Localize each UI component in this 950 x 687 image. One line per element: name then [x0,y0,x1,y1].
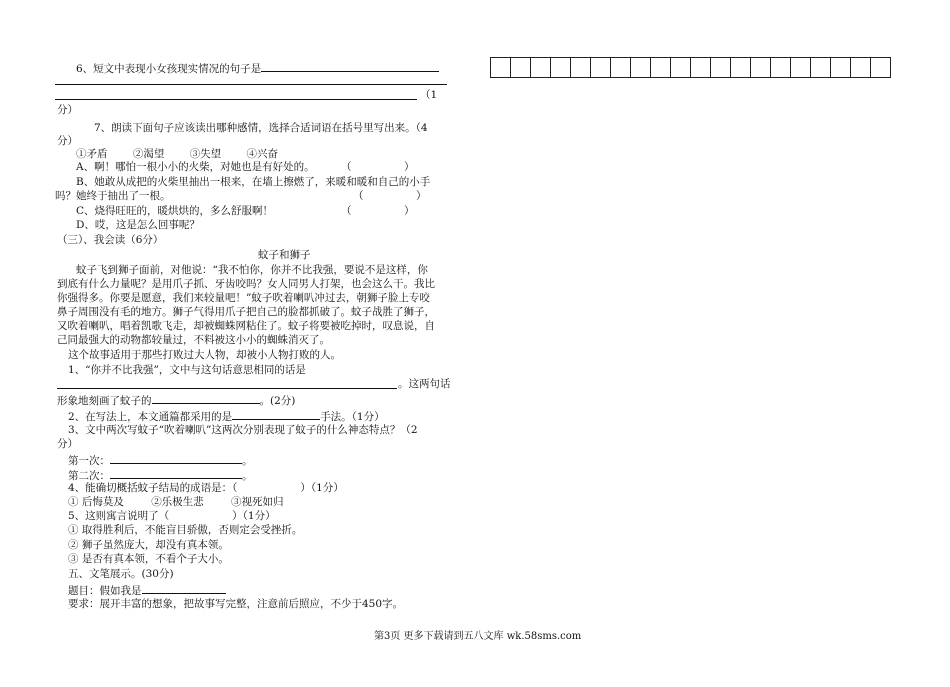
story-line: 你强得多。你要是愿意，我们来较量吧！”蚊子吹着喇叭冲过去，朝狮子脸上专咬 [57,292,430,304]
q7-item-c-answer[interactable]: （ ） [341,205,415,217]
q4-option-1: ① 后悔莫及 [68,496,124,508]
q7-item-b: B、她敢从成把的火柴里抽出一根来，在墙上擦燃了，来暖和暖和自己的小手 [76,176,431,188]
q3-first-label: 第一次： [68,455,110,467]
q7-item-b-cont: 吗？她终于抽出了一根。 [55,190,171,202]
q7-item-a: A、啊！哪怕一根小小的火柴，对她也是有好处的。 [76,161,315,173]
q3-first-answer[interactable] [110,452,242,464]
q6-label: 6、短文中表现小女孩现实情况的句子是 [76,63,262,75]
story-line: 鼻子周围没有毛的地方。狮子气得用爪子把自己的脸都抓破了。蚊子战胜了狮子， [57,306,435,318]
q5-option-1: ① 取得胜利后，不能盲目骄傲，否则定会受挫折。 [68,524,303,536]
q2-line [68,408,385,424]
story-line: 到底有什么力量呢？是用爪子抓、牙齿咬吗？女人同男人打架，也会这么干。我比 [57,278,435,290]
page-footer: 第3页 更多下载请到五八文库 wk.58sms.com [374,631,582,642]
q2-tail: 手法。（1分） [320,411,385,423]
grid-cell[interactable] [831,58,851,78]
q7-item-a-answer[interactable]: （ ） [341,161,415,173]
q6-answer-line-2[interactable] [55,84,447,85]
grid-cell[interactable] [631,58,651,78]
q5-text: 5、这则寓言说明了（ ）（1分） [68,510,276,522]
q3-second-answer[interactable] [110,467,242,479]
q7-option-2: ②渴望 [132,148,165,160]
grid-cell[interactable] [731,58,751,78]
q3-text: 3、文中两次写蚊子“吹着喇叭”这两次分别表现了蚊子的什么神态特点？（2 [68,424,418,436]
q1-text: 1、“你并不比我强”，文中与这句话意思相同的话是 [68,364,306,376]
q7-option-1: ①矛盾 [76,148,108,160]
q6-score: （1 [420,89,438,101]
section5-topic [68,582,226,598]
section5-requirements: 要求：展开丰富的想象，把故事写完整，注意前后照应，不少于450字。 [68,598,404,610]
q3-first-period: 。 [242,455,253,467]
q7-item-c: C、烧得旺旺的，暖烘烘的，多么舒服啊！ [76,205,274,217]
grid-cell[interactable] [611,58,631,78]
grid-cell[interactable] [851,58,871,78]
grid-cell[interactable] [531,58,551,78]
q6-text [76,60,439,76]
q7-score-end: 分） [57,135,78,147]
grid-cell[interactable] [751,58,771,78]
topic-answer-line[interactable] [142,582,226,594]
story-line: 又吹着喇叭，唱着凯歌飞走，却被蜘蛛网粘住了。蚊子将要被吃掉时，叹息说，自 [57,320,435,332]
grid-cell[interactable] [591,58,611,78]
grid-cell[interactable] [771,58,791,78]
q1-line2 [57,392,295,408]
q7-text: 7、朗读下面句子应该读出哪种感情，选择合适词语在括号里写出来。（4 [94,122,428,134]
q1-answer-line[interactable] [57,388,397,389]
grid-cell[interactable] [671,58,691,78]
q6-score-end: 分） [57,104,78,116]
q5-option-2: ② 狮子虽然庞大，却没有真本领。 [68,539,229,551]
grid-cell[interactable] [811,58,831,78]
q3-second-label: 第二次： [68,470,110,482]
grid-cell[interactable] [651,58,671,78]
story-moral: 这个故事适用于那些打败过大人物，却被小人物打败的人。 [68,349,341,361]
grid-cell[interactable] [711,58,731,78]
story-title: 蚊子和狮子 [258,249,311,261]
q7-option-3: ③失望 [189,148,222,160]
q5-option-3: ③ 是否有真本领，不看个子大小。 [68,553,229,565]
story-line: 己同最强大的动物都较量过，不料被这小小的蜘蛛消灭了。 [57,334,330,346]
section5-heading: 五、文笔展示。(30分) [68,568,174,580]
story-line: 蚊子飞到狮子面前，对他说：“我不怕你，你并不比我强，要说不是这样，你 [76,264,428,276]
q2-answer-line[interactable] [232,408,320,420]
q1-answer-line-2[interactable] [152,392,260,404]
q1-line2-label: 形象地刻画了蚊子的 [57,395,152,407]
q4-option-3: ③视死如归 [231,496,284,508]
grid-cell[interactable] [791,58,811,78]
q1-tail: 。这两句话 [398,378,451,390]
grid-cell[interactable] [491,58,511,78]
grid-cell[interactable] [511,58,531,78]
topic-label: 题目：假如我是 [68,585,142,597]
grid-cell[interactable] [691,58,711,78]
q7-option-4: ④兴奋 [246,148,279,160]
q6-answer-line-3[interactable] [55,99,417,100]
section3-heading: （三）、我会读（6分） [57,234,164,246]
grid-cell[interactable] [551,58,571,78]
q4-options [68,495,284,509]
grid-cell[interactable] [871,58,891,78]
q7-item-d: D、哎，这是怎么回事呢？ [76,219,200,231]
q4-option-2: ②乐极生悲 [151,496,204,508]
q3-first [68,452,253,468]
q1-score: 。(2分) [259,395,296,407]
q3-second-period: 。 [242,470,253,482]
q6-answer-line[interactable] [261,60,439,72]
q2-text: 2、在写法上，本文通篇都采用的是 [68,411,233,423]
q3-score-end: 分） [57,438,78,450]
q7-item-b-answer[interactable]: （ ） [353,190,427,202]
q7-options [76,147,278,161]
q4-text: 4、能确切概括蚊子结局的成语是：（ ）（1分） [68,482,344,494]
writing-grid[interactable] [490,57,891,78]
grid-cell[interactable] [571,58,591,78]
